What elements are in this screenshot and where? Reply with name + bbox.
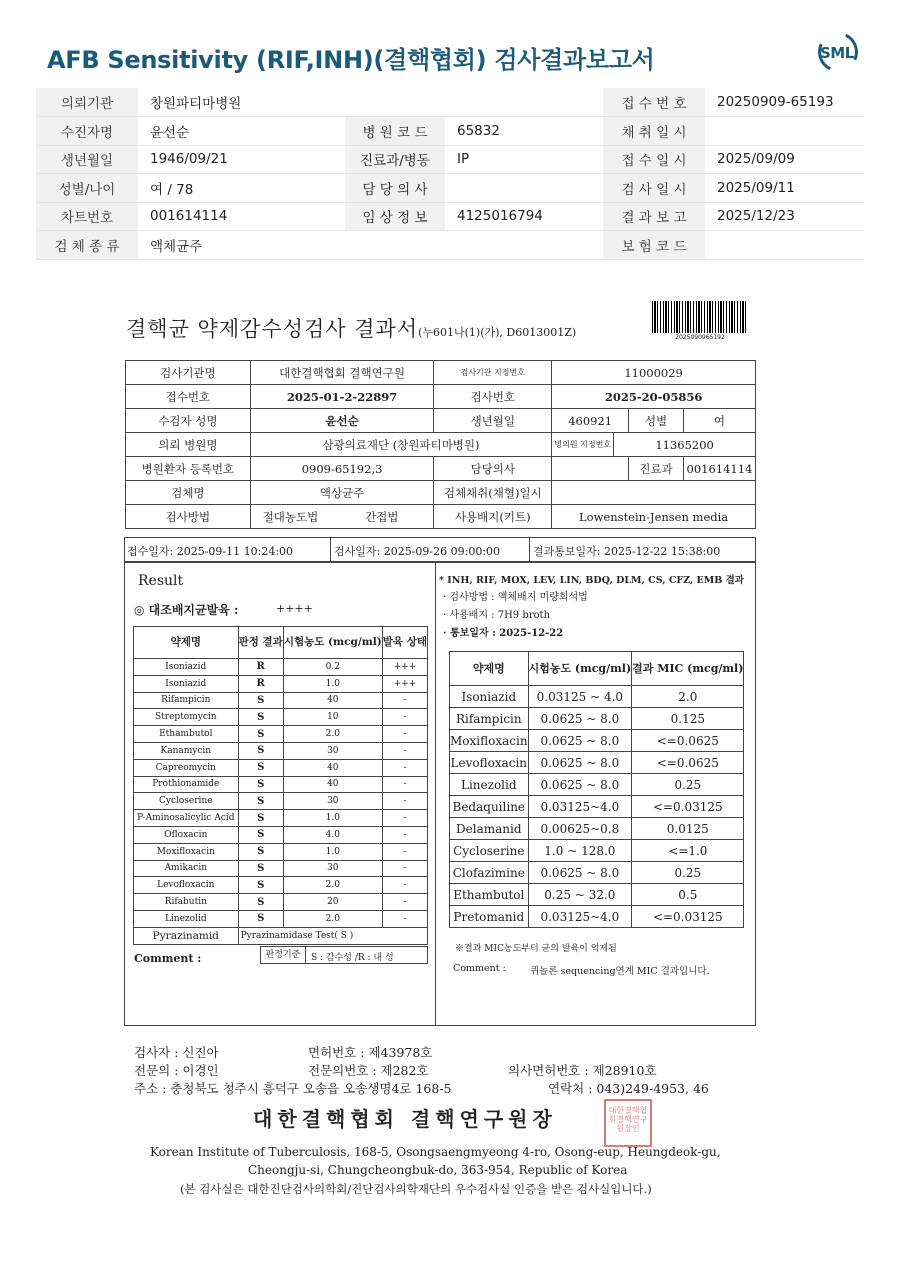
sensitivity-cell: 2.0: [283, 726, 382, 743]
receipt-label: 접수번호: [126, 385, 251, 409]
mic-cell: <=0.03125: [632, 906, 744, 928]
sensitivity-cell: -: [382, 810, 427, 827]
info-label: 의뢰기관: [36, 88, 138, 117]
sensitivity-table: [133, 626, 428, 945]
sensitivity-cell: -: [382, 759, 427, 776]
sensitivity-cell: Amikacin: [134, 860, 239, 877]
mic-cell: 0.125: [632, 708, 744, 730]
doctor-label: 담당의사: [434, 457, 552, 481]
mic-cell: Linezolid: [450, 774, 529, 796]
sensitivity-cell: -: [382, 776, 427, 793]
mic-row: [450, 774, 744, 796]
mic-row: [450, 708, 744, 730]
info-value: [445, 231, 603, 260]
result-heading: Result: [138, 573, 184, 589]
media-value: Lowenstein-Jensen media: [552, 505, 756, 529]
english-address-2: Cheongju-si, Chungcheongbuk-do, 363-954, Republic of Korea: [248, 1163, 628, 1177]
info-label: 병 원 코 드: [345, 117, 445, 146]
info-value: 2025/09/11: [705, 174, 864, 203]
sensitivity-cell: S: [238, 793, 283, 810]
collect-value: [552, 481, 756, 505]
info-label: [345, 88, 445, 117]
left-comment-label: Comment :: [134, 952, 202, 965]
mic-row: [450, 752, 744, 774]
mic-method-line: · 검사방법 : 액체배지 미량희석법: [443, 592, 588, 603]
receipt-value: 2025-01-2-22897: [250, 385, 434, 409]
right-comment-label: Comment :: [453, 963, 506, 974]
sensitivity-cell: Linezolid: [134, 910, 239, 927]
info-value: IP: [445, 145, 603, 174]
info-value: 20250909-65193: [705, 88, 864, 117]
mic-cell: 1.0 ~ 128.0: [528, 840, 632, 862]
mic-cell: 0.0625 ~ 8.0: [528, 708, 632, 730]
mic-header-row: [450, 652, 744, 686]
info-value: 창원파티마병원: [138, 88, 345, 117]
inst-value: 대한결핵협회 결핵연구원: [250, 361, 434, 385]
info-label: 접 수 번 호: [603, 88, 705, 117]
sensitivity-cell: S: [238, 759, 283, 776]
sensitivity-cell: 4.0: [283, 826, 382, 843]
sensitivity-cell: Moxifloxacin: [134, 843, 239, 860]
mic-cell: Bedaquiline: [450, 796, 529, 818]
mic-note: ※결과 MIC농도부터 균의 발육이 억제됨: [455, 944, 617, 954]
sensitivity-header: 시험농도 (mcg/ml): [283, 627, 382, 659]
mic-cell: Levofloxacin: [450, 752, 529, 774]
mic-cell: Clofazimine: [450, 862, 529, 884]
hospital-label: 의뢰 병원명: [126, 433, 251, 457]
sensitivity-cell: Rifampicin: [134, 692, 239, 709]
sensitivity-cell: +++: [382, 675, 427, 692]
mic-cell: 0.25 ~ 32.0: [528, 884, 632, 906]
sensitivity-header: 판정 결과: [238, 627, 283, 659]
mic-cell: Ethambutol: [450, 884, 529, 906]
sensitivity-cell: -: [382, 894, 427, 911]
specialist-no: 전문의번호 : 제282호: [308, 1063, 429, 1078]
method-label: 검사방법: [126, 505, 251, 529]
sensitivity-cell: 1.0: [283, 675, 382, 692]
sensitivity-cell: -: [382, 793, 427, 810]
sensitivity-cell: Capreomycin: [134, 759, 239, 776]
sensitivity-cell: S: [238, 826, 283, 843]
info-row: [36, 117, 864, 146]
certification-note: (본 검사실은 대한진단검사의학회/진단검사의학재단의 우수검사실 인증을 받은 검사실입니다.): [180, 1182, 652, 1196]
info-value: [705, 117, 864, 146]
mic-cell: 2.0: [632, 686, 744, 708]
sensitivity-cell: S: [238, 742, 283, 759]
inst-label: 검사기관명: [126, 361, 251, 385]
growth-value: ++++: [276, 602, 313, 615]
sensitivity-cell: -: [382, 877, 427, 894]
sensitivity-cell: Cycloserine: [134, 793, 239, 810]
sensitivity-cell: 30: [283, 742, 382, 759]
sensitivity-row: [134, 709, 428, 726]
collect-label: 검체채취(채혈)일시: [434, 481, 552, 505]
info-label: 임 상 정 보: [345, 202, 445, 231]
sensitivity-header-row: [134, 627, 428, 659]
sensitivity-cell: -: [382, 709, 427, 726]
info-value: [445, 88, 603, 117]
sensitivity-row: [134, 843, 428, 860]
date-bar: [124, 537, 756, 562]
mic-cell: 0.0125: [632, 818, 744, 840]
mic-cell: 0.25: [632, 774, 744, 796]
sml-logo: [814, 30, 864, 76]
sensitivity-cell: S: [238, 810, 283, 827]
mic-header: 시험농도 (mcg/ml): [528, 652, 632, 686]
info-label: 차트번호: [36, 202, 138, 231]
sensitivity-row: [134, 894, 428, 911]
mic-row: [450, 840, 744, 862]
hosp-code-label: 병의원 지정번호: [552, 433, 614, 457]
test-no-label: 검사번호: [434, 385, 552, 409]
sensitivity-header: 약제명: [134, 627, 239, 659]
mic-cell: <=1.0: [632, 840, 744, 862]
sensitivity-cell: S: [238, 910, 283, 927]
birth-value: 460921: [552, 409, 629, 433]
sensitivity-cell: 20: [283, 894, 382, 911]
sensitivity-header: 발육 상태: [382, 627, 427, 659]
specimen-grid: [125, 360, 756, 529]
sensitivity-cell: Isoniazid: [134, 675, 239, 692]
info-value: 2025/09/09: [705, 145, 864, 174]
sensitivity-cell: 1.0: [283, 810, 382, 827]
sensitivity-cell: -: [382, 860, 427, 877]
doctor-license-no: 의사면허번호 : 제28910호: [508, 1063, 657, 1078]
report-title: AFB Sensitivity (RIF,INH)(결핵협회) 검사결과보고서: [47, 46, 655, 74]
dept-value: 001614114: [683, 457, 755, 481]
patient-label: 수검자 성명: [126, 409, 251, 433]
info-value: 액체균주: [138, 231, 345, 260]
license-no: 면허번호 : 제43978호: [308, 1045, 433, 1060]
info-row: [36, 174, 864, 203]
method-value-2: 간접법: [330, 505, 434, 529]
mic-header: 결과 MIC (mcg/ml): [632, 652, 744, 686]
criteria-box: [260, 946, 428, 964]
info-label: 검 사 일 시: [603, 174, 705, 203]
sensitivity-cell: 40: [283, 776, 382, 793]
mic-cell: <=0.03125: [632, 796, 744, 818]
sensitivity-cell: S: [238, 843, 283, 860]
sensitivity-cell: S: [238, 692, 283, 709]
mic-media-line: · 사용배지 : 7H9 broth: [443, 610, 551, 621]
sensitivity-cell: 1.0: [283, 843, 382, 860]
mic-cell: Delamanid: [450, 818, 529, 840]
reg-value: 0909-65192,3: [250, 457, 434, 481]
result-doc-title: 결핵균 약제감수성검사 결과서(누601나(1)(가), D6013001Z): [126, 317, 577, 341]
info-label: 생년월일: [36, 145, 138, 174]
mic-row: [450, 730, 744, 752]
sensitivity-cell: S: [238, 726, 283, 743]
sensitivity-cell: R: [238, 675, 283, 692]
sensitivity-cell: Prothionamide: [134, 776, 239, 793]
info-value: 여 / 78: [138, 174, 345, 203]
info-label: 결 과 보 고: [603, 202, 705, 231]
sensitivity-cell: 30: [283, 860, 382, 877]
address: 주소 : 충청북도 청주시 흥덕구 오송읍 오송생명4로 168-5: [134, 1081, 452, 1096]
mic-row: [450, 906, 744, 928]
institute-name: 대한결핵협회 결핵연구원장: [253, 1107, 557, 1131]
reg-label: 병원환자 등록번호: [126, 457, 251, 481]
sensitivity-row: [134, 826, 428, 843]
sex-value: 여: [683, 409, 755, 433]
mic-cell: 0.25: [632, 862, 744, 884]
sensitivity-cell: Ofloxacin: [134, 826, 239, 843]
mic-notify-line: · 통보일자 : 2025-12-22: [443, 628, 564, 639]
growth-label: ◎ 대조배지균발육 :: [134, 603, 239, 617]
sensitivity-cell: +++: [382, 659, 427, 676]
inst-code-value: 11000029: [552, 361, 756, 385]
logo-text: SML: [820, 44, 854, 62]
media-label: 사용배지(키트): [434, 505, 552, 529]
sensitivity-cell: R: [238, 659, 283, 676]
info-label: 진료과/병동: [345, 145, 445, 174]
criteria-label: 판정기준: [261, 947, 306, 963]
info-value: 65832: [445, 117, 603, 146]
sensitivity-cell: Rifabutin: [134, 894, 239, 911]
sensitivity-row: [134, 877, 428, 894]
mic-cell: Pretomanid: [450, 906, 529, 928]
sex-label: 성별: [629, 409, 684, 433]
criteria-value: S : 감수성 /R : 내 성: [311, 953, 394, 963]
info-label: 담 당 의 사: [345, 174, 445, 203]
sensitivity-cell: 40: [283, 692, 382, 709]
info-label: 성별/나이: [36, 174, 138, 203]
patient-value: 윤선순: [250, 409, 434, 433]
sensitivity-cell: P-Aminosalicylic Acid: [134, 810, 239, 827]
mic-drugs-line: * INH, RIF, MOX, LEV, LIN, BDQ, DLM, CS, CFZ, EMB 결과: [439, 575, 744, 586]
sensitivity-cell: Ethambutol: [134, 726, 239, 743]
mic-cell: Isoniazid: [450, 686, 529, 708]
pza-value: Pyrazinamidase Test( S ): [238, 927, 427, 944]
sensitivity-cell: S: [238, 709, 283, 726]
info-row: [36, 145, 864, 174]
mic-row: [450, 862, 744, 884]
mic-cell: <=0.0625: [632, 730, 744, 752]
info-value: [445, 174, 603, 203]
sensitivity-row: [134, 810, 428, 827]
sensitivity-cell: 10: [283, 709, 382, 726]
barcode-number: 2025090965192: [675, 334, 725, 341]
info-row: [36, 88, 864, 117]
phone: 연락처 : 043)249-4953, 46: [548, 1081, 709, 1096]
info-value: 4125016794: [445, 202, 603, 231]
mic-row: [450, 818, 744, 840]
sensitivity-cell: -: [382, 843, 427, 860]
info-row: [36, 231, 864, 260]
info-value: 2025/12/23: [705, 202, 864, 231]
sensitivity-row: [134, 726, 428, 743]
barcode: [652, 301, 748, 333]
mic-cell: 0.0625 ~ 8.0: [528, 730, 632, 752]
mic-cell: Rifampicin: [450, 708, 529, 730]
info-label: [345, 231, 445, 260]
specimen-label: 검체명: [126, 481, 251, 505]
info-label: 수진자명: [36, 117, 138, 146]
hosp-code-value: 11365200: [614, 433, 756, 457]
sensitivity-cell: 2.0: [283, 910, 382, 927]
sensitivity-cell: S: [238, 860, 283, 877]
sensitivity-cell: 40: [283, 759, 382, 776]
mic-row: [450, 796, 744, 818]
pza-name: Pyrazinamid: [134, 927, 239, 944]
method-value-1: 절대농도법: [250, 505, 330, 529]
sensitivity-row: [134, 776, 428, 793]
info-value: [705, 231, 864, 260]
mic-cell: 0.03125~4.0: [528, 796, 632, 818]
info-label: 보 험 코 드: [603, 231, 705, 260]
dept-label: 진료과: [629, 457, 684, 481]
notified-date: 결과통보일자: 2025-12-22 15:38:00: [533, 545, 721, 558]
received-date: 접수일자: 2025-09-11 10:24:00: [127, 545, 294, 558]
sensitivity-cell: 30: [283, 793, 382, 810]
patient-info-table: [36, 88, 864, 260]
info-value: 윤선순: [138, 117, 345, 146]
mic-cell: 0.5: [632, 884, 744, 906]
sensitivity-cell: S: [238, 894, 283, 911]
sensitivity-row: [134, 742, 428, 759]
mic-cell: 0.0625 ~ 8.0: [528, 774, 632, 796]
sensitivity-cell: -: [382, 692, 427, 709]
sensitivity-cell: -: [382, 742, 427, 759]
english-address-1: Korean Institute of Tuberculosis, 168-5, Osongsaengmyeong 4-ro, Osong-eup, Heungdeok-gu,: [150, 1145, 721, 1159]
sensitivity-cell: -: [382, 726, 427, 743]
test-no-value: 2025-20-05856: [552, 385, 756, 409]
mic-row: [450, 884, 744, 906]
info-label: 접 수 일 시: [603, 145, 705, 174]
sensitivity-row: [134, 659, 428, 676]
sensitivity-cell: -: [382, 910, 427, 927]
sensitivity-cell: 2.0: [283, 877, 382, 894]
mic-cell: 0.00625~0.8: [528, 818, 632, 840]
info-label: 채 취 일 시: [603, 117, 705, 146]
sensitivity-cell: Levofloxacin: [134, 877, 239, 894]
mic-cell: 0.0625 ~ 8.0: [528, 752, 632, 774]
specialist: 전문의 : 이경인: [134, 1063, 219, 1078]
tester: 검사자 : 신진아: [134, 1045, 219, 1060]
tested-date: 검사일자: 2025-09-26 09:00:00: [334, 545, 501, 558]
mic-header: 약제명: [450, 652, 529, 686]
mic-cell: 0.03125 ~ 4.0: [528, 686, 632, 708]
sensitivity-cell: Isoniazid: [134, 659, 239, 676]
results-box: [124, 562, 756, 1026]
right-comment-value: 퀴놀론 sequencing연계 MIC 결과입니다.: [530, 966, 710, 977]
sensitivity-cell: S: [238, 776, 283, 793]
hospital-value: 삼광의료재단 (창원파티마병원): [250, 433, 551, 457]
mic-cell: Moxifloxacin: [450, 730, 529, 752]
sensitivity-row: [134, 692, 428, 709]
mic-cell: Cycloserine: [450, 840, 529, 862]
sensitivity-row: [134, 910, 428, 927]
info-value: 1946/09/21: [138, 145, 345, 174]
pza-row: [134, 927, 428, 944]
mic-row: [450, 686, 744, 708]
specimen-value: 액상균주: [250, 481, 434, 505]
sensitivity-cell: 0.2: [283, 659, 382, 676]
birth-label: 생년월일: [434, 409, 552, 433]
official-seal: 대한결핵협회결핵연구원장인: [604, 1099, 652, 1147]
inst-code-label: 검사기관 지정번호: [434, 361, 552, 385]
mic-cell: <=0.0625: [632, 752, 744, 774]
info-label: 검 체 종 류: [36, 231, 138, 260]
doctor-value: [552, 457, 629, 481]
info-row: [36, 202, 864, 231]
sensitivity-cell: S: [238, 877, 283, 894]
sensitivity-row: [134, 860, 428, 877]
mic-table: [449, 651, 744, 928]
sensitivity-cell: -: [382, 826, 427, 843]
sensitivity-row: [134, 675, 428, 692]
sensitivity-cell: Streptomycin: [134, 709, 239, 726]
sensitivity-row: [134, 759, 428, 776]
sensitivity-cell: Kanamycin: [134, 742, 239, 759]
info-value: 001614114: [138, 202, 345, 231]
mic-cell: 0.03125~4.0: [528, 906, 632, 928]
mic-cell: 0.0625 ~ 8.0: [528, 862, 632, 884]
sensitivity-row: [134, 793, 428, 810]
